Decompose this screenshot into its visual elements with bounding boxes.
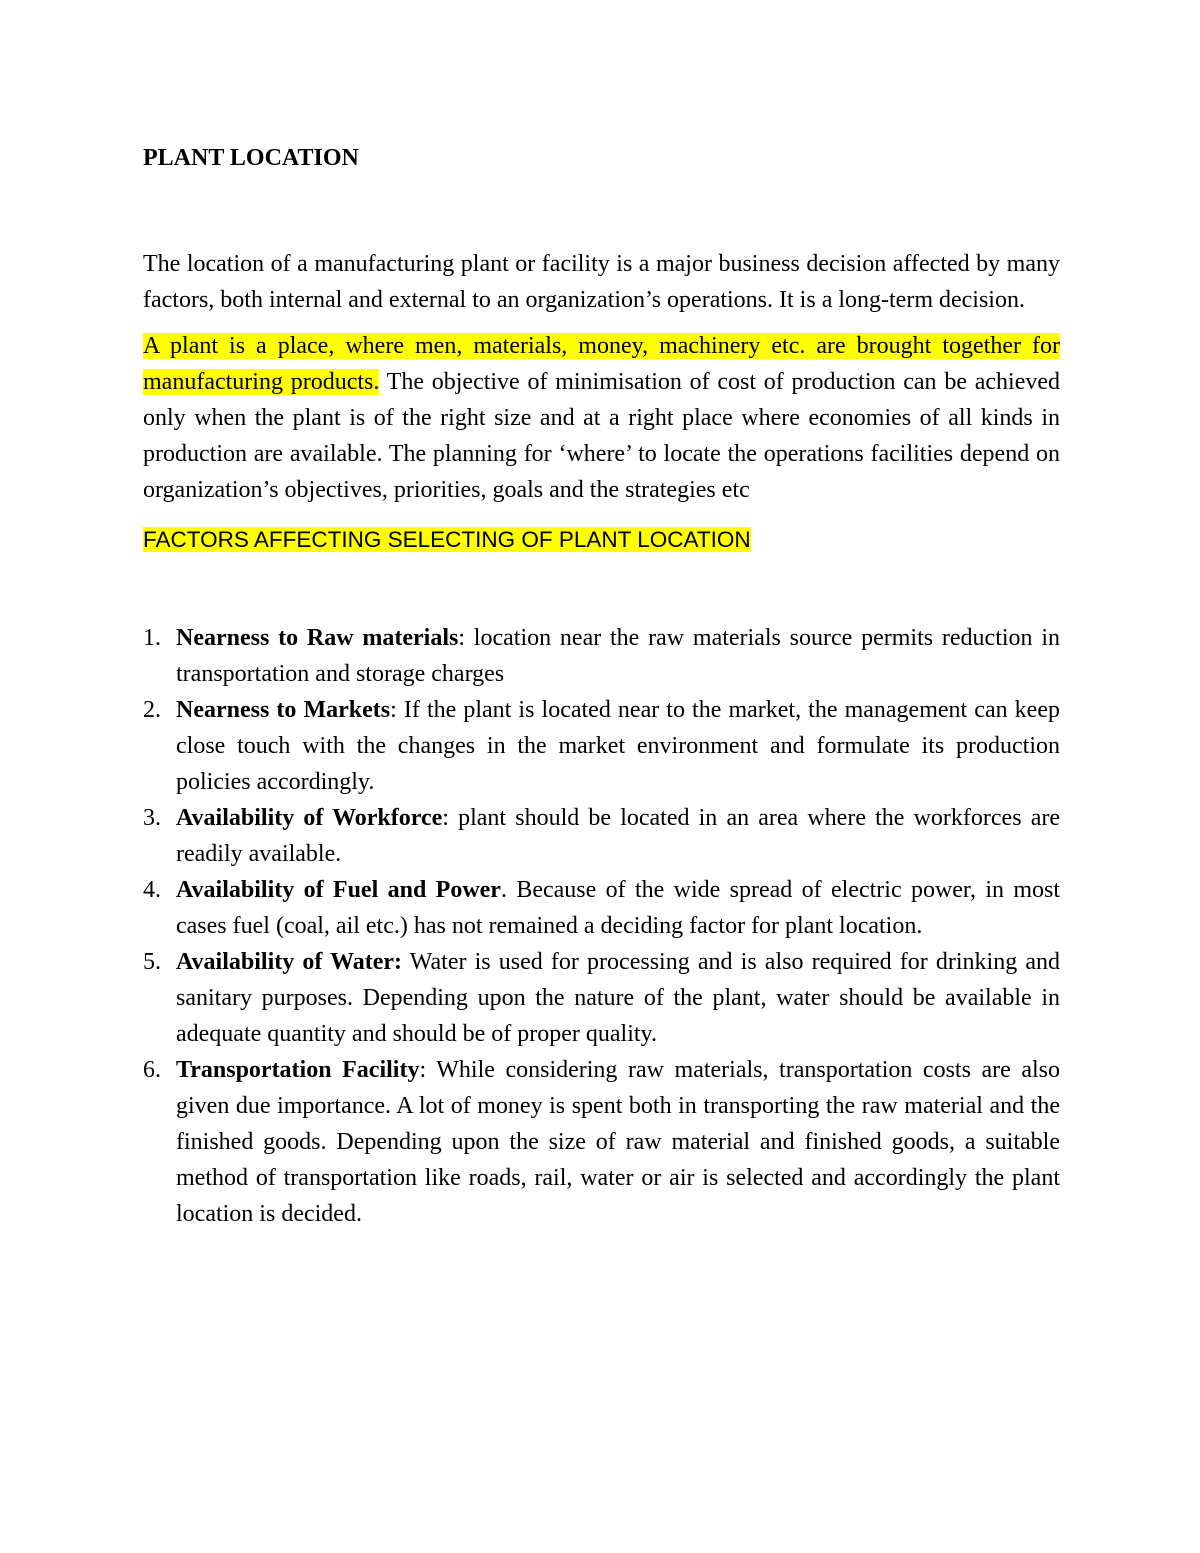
- intro-text: The location of a manufacturing plant or facility is a major business decision affected by many factors, both internal and external to an organization’s operations. It is a long-term decision.: [143, 251, 1060, 313]
- list-item-number: 2.: [143, 697, 161, 723]
- list-item-term: Availability of Water:: [176, 949, 403, 975]
- list-item-text: : plant should be located in an area where the workforces are readily available.: [176, 805, 1060, 867]
- list-item: [143, 620, 1060, 692]
- intro-paragraph: [143, 246, 1060, 318]
- list-item-number: 1.: [143, 625, 161, 651]
- plant-definition-rest: The objective of minimisation of cost of production can be achieved only when the plant is of the right size and at a right place where economies of all kinds in production are available. The planning for ‘where’ to locate the operations facilities depend on organization’s objectives, priorities, goals and the strategies etc: [143, 369, 1060, 503]
- list-item-text: : While considering raw materials, transportation costs are also given due importance. A lot of money is spent both in transporting the raw material and the finished goods. Depending upon the size of raw material and finished goods, a suitable method of transportation like roads, rail, water or air is selected and accordingly the plant location is decided.: [176, 1057, 1061, 1227]
- factors-list: [143, 620, 1060, 1232]
- list-item-text: : location near the raw materials source permits reduction in transportation and storage charges: [176, 625, 1060, 687]
- plant-definition-paragraph: [143, 328, 1060, 508]
- list-item-text: : If the plant is located near to the market, the management can keep close touch with the changes in the market environment and formulate its production policies accordingly.: [176, 697, 1060, 795]
- list-item-term: Nearness to Raw materials: [176, 625, 459, 651]
- list-item: [143, 692, 1060, 800]
- document-page: [143, 140, 1060, 1232]
- list-item: [143, 944, 1060, 1052]
- list-item-number: 3.: [143, 805, 161, 831]
- highlighted-definition: A plant is a place, where men, materials, money, machinery etc. are brought together for manufacturing products.: [143, 333, 1060, 395]
- list-item-number: 5.: [143, 949, 161, 975]
- list-item: [143, 872, 1060, 944]
- list-item-term: Availability of Workforce: [176, 805, 443, 831]
- list-item-text: Water is used for processing and is also required for drinking and sanitary purposes. Depending upon the nature of the plant, water should be available in adequate quantity and should be of proper quality.: [176, 949, 1060, 1047]
- page-title: PLANT LOCATION: [143, 145, 359, 171]
- list-item: [143, 800, 1060, 872]
- list-item-number: 4.: [143, 877, 161, 903]
- list-item: [143, 1052, 1060, 1232]
- list-item-term: Availability of Fuel and Power: [176, 877, 501, 903]
- list-item-text: . Because of the wide spread of electric power, in most cases fuel (coal, ail etc.) has not remained a deciding factor for plant location.: [176, 877, 1061, 939]
- list-item-number: 6.: [143, 1057, 161, 1083]
- factors-heading: [143, 522, 1060, 558]
- factors-heading-text: FACTORS AFFECTING SELECTING OF PLANT LOCATION: [143, 527, 751, 552]
- list-item-term: Nearness to Markets: [176, 697, 391, 723]
- list-item-term: Transportation Facility: [176, 1057, 420, 1083]
